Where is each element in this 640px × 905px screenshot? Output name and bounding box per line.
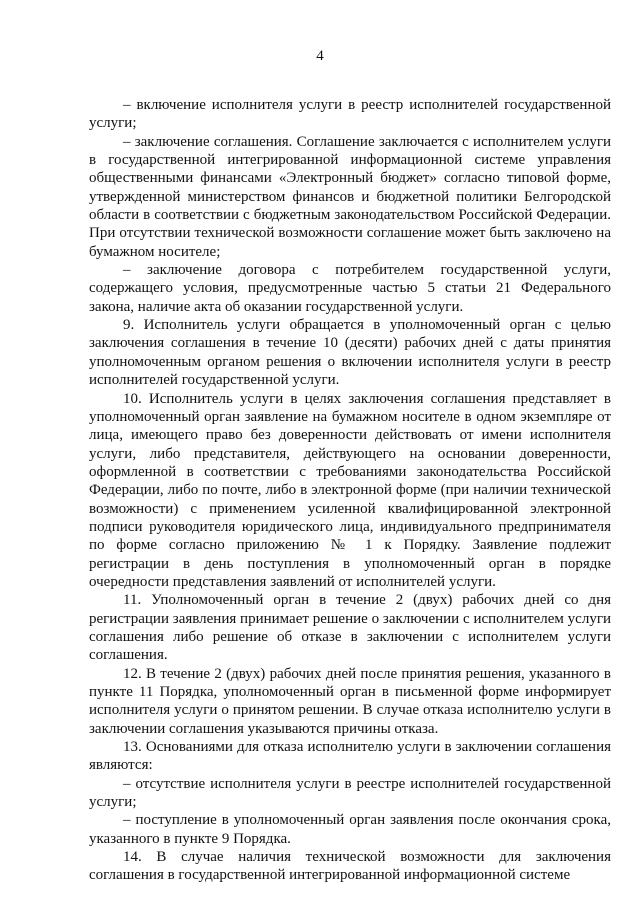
paragraph-bullet-registry: – включение исполнителя услуги в реестр исполнителей государственной услуги; <box>89 97 611 132</box>
paragraph-12: 12. В течение 2 (двух) рабочих дней после принятия решения, указанного в пункте 11 Порядка, уполномоченный орган в письменной форме информирует исполнителя услуги о принятом решении. В случае отказа исполнителю услуги в заключении соглашения указываются причины отказа. <box>89 665 611 737</box>
paragraph-9: 9. Исполнитель услуги обращается в уполномоченный орган с целью заключения соглашения в течение 10 (десяти) рабочих дней с даты принятия уполномоченным органом решения о включении исполнителя услуги в реестр исполнителей государственной услуги. <box>89 317 611 389</box>
paragraph-13: 13. Основаниями для отказа исполнителю услуги в заключении соглашения являются: <box>89 739 611 774</box>
paragraph-bullet-contract: – заключение договора с потребителем государственной услуги, содержащего условия, предусмотренные частью 5 статьи 21 Федерального закона, наличие акта об оказании государственной услуги. <box>89 262 611 315</box>
paragraph-10: 10. Исполнитель услуги в целях заключения соглашения представляет в уполномоченный орган заявление на бумажном носителе в одном экземпляре от лица, имеющего право без доверенности действовать от имени исполнителя услуги, либо представителя, действующего на основании доверенности, оформленной в соответствии с требованиями законодательства Российской Федерации, либо по почте, либо в электронной форме (при наличии технической возможности) с применением усиленной квалифицированной электронной подписи руководителя юридического лица, индивидуального предпринимателя по форме согласно приложению № 1 к Порядку. Заявление подлежит регистрации в день поступления в уполномоченный орган в порядке очередности представления заявлений от исполнителей услуги. <box>89 390 611 590</box>
paragraph-bullet-absence: – отсутствие исполнителя услуги в реестре исполнителей государственной услуги; <box>89 775 611 811</box>
paragraph-bullet-agreement: – заключение соглашения. Соглашение заключается с исполнителем услуги в государственной интегрированной информационной системе управления общественными финансами «Электронный бюджет» согласно типовой форме, утвержденной министерством финансов и бюджетной политики Белгородской области в соответствии с бюджетным законодательством Российской Федерации. При отсутствии технической возможности соглашение может быть заключено на бумажном носителе; <box>89 133 611 260</box>
page-number: 4 <box>316 48 324 64</box>
paragraph-14: 14. В случае наличия технической возможности для заключения соглашения в государственной интегрированной информационной системе <box>89 849 611 884</box>
paragraph-11: 11. Уполномоченный орган в течение 2 (двух) рабочих дней со дня регистрации заявления принимает решение о заключении с исполнителем услуги соглашения либо решение об отказе в заключении с исполнителем услуги соглашения. <box>89 592 611 664</box>
document-body <box>89 96 611 885</box>
paragraph-bullet-late-application: – поступление в уполномоченный орган заявления после окончания срока, указанного в пункте 9 Порядка. <box>89 812 611 847</box>
